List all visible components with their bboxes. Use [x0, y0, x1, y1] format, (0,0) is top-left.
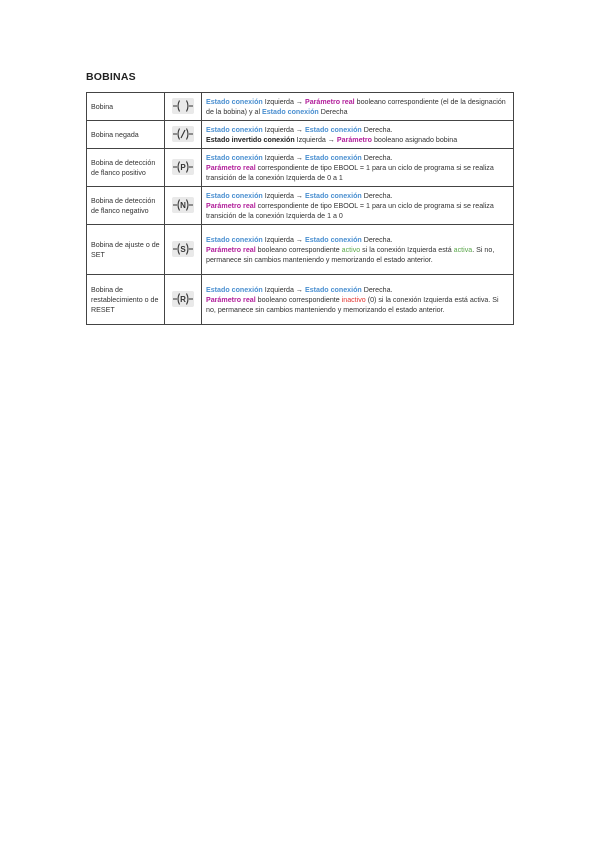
desc-fragment: Estado conexión [206, 235, 263, 244]
negative-edge-coil-icon [172, 197, 194, 213]
desc-fragment: correspondiente de tipo EBOOL = 1 para un ciclo de programa si se realiza transición de la conexión Izquierda de 1 a 0 [206, 201, 494, 220]
coil-description [202, 275, 514, 325]
coil-name: Bobina [87, 93, 165, 121]
coil-name: Bobina de ajuste o de SET [87, 225, 165, 275]
desc-fragment: correspondiente de tipo EBOOL = 1 para un ciclo de programa si se realiza transición de la conexión Izquierda de 0 a 1 [206, 163, 494, 182]
desc-fragment: Parámetro real [206, 163, 256, 172]
coil-name: Bobina negada [87, 121, 165, 149]
desc-fragment: si la conexión Izquierda está [360, 245, 454, 254]
description-line [206, 245, 509, 265]
coil-description [202, 225, 514, 275]
svg-text:P: P [180, 162, 186, 172]
desc-fragment: Estado conexión [304, 285, 362, 294]
desc-fragment: Izquierda → [262, 153, 305, 162]
desc-fragment: Parámetro real [206, 295, 256, 304]
description-line [206, 163, 509, 183]
table-row [87, 121, 514, 149]
desc-fragment: Parámetro real [206, 245, 256, 254]
desc-fragment: . Si no, permanece sin cambios manteniendo y memorizando el estado anterior. [206, 245, 495, 264]
description-line [206, 125, 509, 135]
desc-fragment: Izquierda → [262, 235, 305, 244]
desc-fragment: inactivo [341, 295, 366, 304]
desc-fragment: booleano asignado bobina [371, 135, 458, 144]
desc-fragment: (0) si la conexión Izquierda está activa. Si no, permanece sin cambios manteniendo y memorizando el estado anterior. [206, 295, 499, 314]
desc-fragment: Izquierda → [262, 125, 305, 134]
desc-fragment: Izquierda → [294, 135, 337, 144]
coil-description [202, 187, 514, 225]
symbol-cell [165, 275, 202, 325]
desc-fragment: Derecha. [361, 285, 393, 294]
description-line [206, 285, 509, 295]
desc-fragment: Estado invertido conexión [206, 135, 295, 144]
coil-name: Bobina de restablecimiento o de RESET [87, 275, 165, 325]
desc-fragment: Estado conexión [206, 125, 263, 134]
table-row [87, 187, 514, 225]
desc-fragment: Estado conexión [206, 97, 263, 106]
description-line [206, 135, 509, 145]
symbol-cell [165, 93, 202, 121]
coil-description [202, 121, 514, 149]
symbol-cell [165, 121, 202, 149]
symbol-cell [165, 149, 202, 187]
desc-fragment: Parámetro real [206, 201, 256, 210]
desc-fragment: Estado conexión [206, 285, 263, 294]
desc-fragment: Izquierda → [262, 97, 305, 106]
description-line [206, 201, 509, 221]
table-row [87, 93, 514, 121]
description-line [206, 153, 509, 163]
desc-fragment: Parámetro real [304, 97, 355, 106]
desc-fragment: Estado conexión [206, 153, 263, 162]
desc-fragment: activo [341, 245, 361, 254]
desc-fragment: Derecha. [361, 191, 393, 200]
desc-fragment: Parámetro [336, 135, 372, 144]
table-row [87, 275, 514, 325]
symbol-cell [165, 225, 202, 275]
desc-fragment: Estado conexión [304, 191, 362, 200]
desc-fragment: Estado conexión [262, 107, 319, 116]
desc-fragment: booleano correspondiente (el de la designación de la bobina) y al [206, 97, 506, 116]
desc-fragment: Estado conexión [206, 191, 263, 200]
table-row [87, 149, 514, 187]
reset-coil-icon [172, 291, 194, 307]
svg-text:S: S [180, 244, 186, 254]
svg-text:R: R [180, 294, 186, 304]
positive-edge-coil-icon [172, 159, 194, 175]
set-coil-icon [172, 241, 194, 257]
desc-fragment: activa [453, 245, 473, 254]
coil-name: Bobina de detección de flanco positivo [87, 149, 165, 187]
symbol-cell [165, 187, 202, 225]
coil-description [202, 149, 514, 187]
coil-description [202, 93, 514, 121]
coils-table [86, 92, 514, 325]
coil-name: Bobina de detección de flanco negativo [87, 187, 165, 225]
desc-fragment: Estado conexión [304, 153, 362, 162]
desc-fragment: booleano correspondiente [255, 295, 342, 304]
coil-icon [172, 98, 194, 114]
negated-coil-icon [172, 126, 194, 142]
desc-fragment: Izquierda → [262, 191, 305, 200]
desc-fragment: Derecha. [361, 235, 393, 244]
description-line [206, 235, 509, 245]
table-row [87, 225, 514, 275]
desc-fragment: Derecha. [361, 125, 393, 134]
description-line [206, 295, 509, 315]
desc-fragment: booleano correspondiente [255, 245, 342, 254]
svg-text:N: N [180, 200, 186, 210]
desc-fragment: Estado conexión [304, 235, 362, 244]
page-title: BOBINAS [86, 71, 136, 83]
desc-fragment: Derecha [318, 107, 348, 116]
desc-fragment: Izquierda → [262, 285, 305, 294]
description-line [206, 191, 509, 201]
desc-fragment: Estado conexión [304, 125, 362, 134]
desc-fragment: Derecha. [361, 153, 393, 162]
